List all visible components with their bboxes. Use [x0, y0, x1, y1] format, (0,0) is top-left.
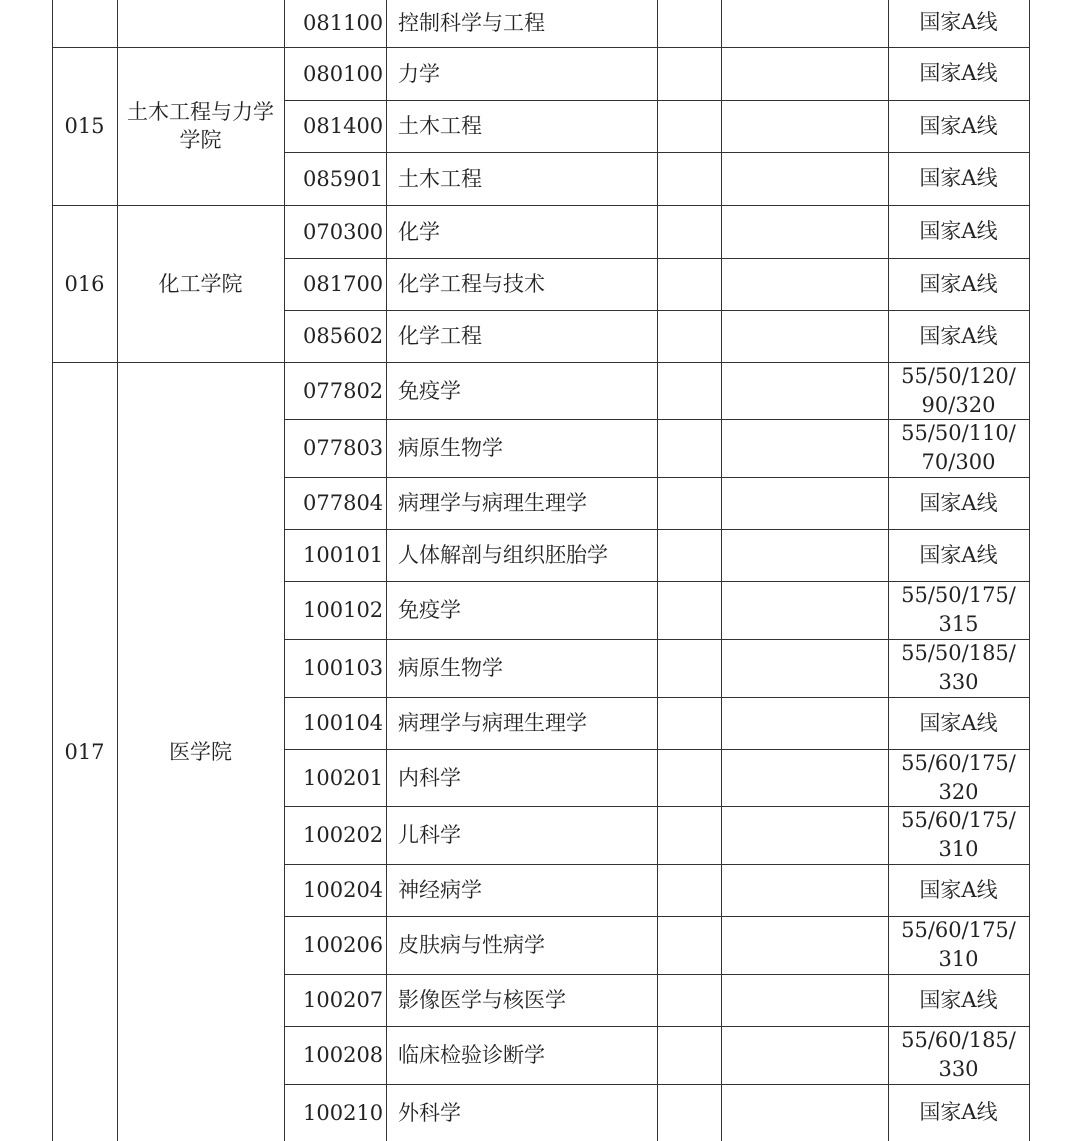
major-code: 100101	[303, 543, 384, 567]
score-line	[888, 529, 1029, 581]
empty-cell	[657, 362, 721, 419]
major-code: 077803	[303, 436, 384, 460]
empty-cell	[657, 310, 721, 362]
score-text: 55/60/175/	[901, 918, 1016, 942]
score-text: 55/50/185/	[901, 641, 1016, 665]
major-name: 病理学与病理生理学	[398, 711, 587, 735]
college-name: 医学院	[169, 739, 232, 764]
score-text: 330	[938, 670, 979, 694]
major-name: 免疫学	[398, 378, 461, 403]
empty-cell	[657, 581, 721, 639]
empty-cell	[657, 974, 721, 1026]
major-name: 化学工程与技术	[398, 272, 545, 296]
empty-cell	[721, 258, 888, 310]
empty-cell	[657, 152, 721, 205]
empty-cell	[721, 639, 888, 697]
score-line	[888, 419, 1029, 477]
major-name: 外科学	[398, 1100, 461, 1125]
empty-cell	[721, 362, 888, 419]
major-name: 人体解剖与组织胚胎学	[398, 543, 608, 567]
score-line	[888, 0, 1029, 47]
major-code: 100206	[303, 933, 384, 957]
major-name: 病理学与病理生理学	[398, 491, 587, 515]
empty-cell	[657, 258, 721, 310]
major-code: 077804	[303, 491, 384, 515]
empty-cell	[721, 806, 888, 864]
score-text: 90/320	[921, 392, 996, 417]
score-text: 70/300	[921, 450, 996, 474]
college-code: 015	[64, 114, 105, 138]
major-code: 070300	[303, 219, 384, 244]
empty-cell	[657, 0, 721, 47]
score-line	[888, 749, 1029, 806]
empty-cell	[657, 47, 721, 100]
score-text: 55/50/175/	[901, 583, 1016, 607]
score-text: 55/60/185/	[901, 1028, 1016, 1052]
empty-cell	[721, 974, 888, 1026]
score-line	[888, 152, 1029, 205]
score-text: 国家A线	[919, 490, 998, 515]
empty-cell	[721, 47, 888, 100]
empty-cell	[657, 477, 721, 529]
score-text: 310	[938, 837, 979, 861]
score-text: 320	[938, 779, 979, 804]
major-name: 神经病学	[398, 878, 482, 902]
empty-cell	[657, 419, 721, 477]
major-code: 080100	[303, 61, 384, 86]
major-code: 081700	[303, 272, 384, 296]
empty-cell	[721, 310, 888, 362]
score-line	[888, 806, 1029, 864]
empty-cell	[721, 152, 888, 205]
score-line	[888, 697, 1029, 749]
empty-cell	[721, 477, 888, 529]
major-name: 皮肤病与性病学	[398, 933, 545, 957]
score-line	[888, 916, 1029, 974]
major-code: 077802	[303, 378, 384, 403]
score-line	[888, 477, 1029, 529]
score-text: 55/50/110/	[901, 421, 1016, 445]
empty-cell	[657, 697, 721, 749]
empty-cell	[721, 916, 888, 974]
major-name: 内科学	[398, 765, 461, 790]
score-text: 国家A线	[919, 219, 998, 243]
score-text: 国家A线	[919, 61, 998, 85]
score-text: 55/60/175/	[901, 808, 1016, 832]
empty-cell	[721, 529, 888, 581]
empty-cell	[657, 864, 721, 916]
major-name: 土木工程	[398, 114, 482, 138]
score-line	[888, 1026, 1029, 1084]
score-line	[888, 974, 1029, 1026]
major-name: 临床检验诊断学	[398, 1043, 545, 1067]
score-line	[888, 310, 1029, 362]
empty-cell	[721, 697, 888, 749]
empty-cell	[657, 639, 721, 697]
major-code: 081400	[303, 114, 384, 138]
score-text: 330	[938, 1057, 979, 1081]
major-name: 影像医学与核医学	[398, 988, 566, 1012]
major-name: 化学工程	[398, 324, 482, 348]
major-name: 力学	[398, 61, 440, 86]
college-name: 土木工程与力学学院	[127, 100, 274, 152]
score-text: 55/60/175/	[901, 750, 1016, 775]
empty-cell	[657, 529, 721, 581]
major-code: 100207	[303, 988, 384, 1012]
score-text: 55/50/120/	[901, 363, 1016, 388]
empty-cell	[657, 806, 721, 864]
major-code: 100210	[303, 1100, 384, 1125]
empty-cell	[657, 1084, 721, 1141]
score-line	[888, 362, 1029, 419]
major-code: 085602	[303, 324, 384, 348]
empty-cell	[657, 100, 721, 152]
empty-cell	[721, 419, 888, 477]
empty-cell	[657, 749, 721, 806]
major-name: 病原生物学	[398, 656, 503, 680]
college-code: 017	[64, 739, 105, 764]
major-code: 081100	[303, 10, 384, 35]
score-line	[888, 205, 1029, 258]
score-line	[888, 639, 1029, 697]
empty-cell	[721, 864, 888, 916]
score-line	[888, 100, 1029, 152]
major-code: 100103	[303, 656, 384, 680]
empty-cell	[721, 1084, 888, 1141]
empty-cell	[657, 916, 721, 974]
major-code: 085901	[303, 166, 384, 191]
major-code: 100102	[303, 598, 384, 622]
score-line	[888, 581, 1029, 639]
score-line	[888, 1084, 1029, 1141]
college-name: 化工学院	[158, 271, 243, 296]
college-code	[52, 0, 117, 47]
empty-cell	[721, 0, 888, 47]
score-text: 国家A线	[919, 10, 998, 34]
score-line	[888, 864, 1029, 916]
empty-cell	[721, 205, 888, 258]
score-text: 国家A线	[919, 113, 998, 138]
major-name: 控制科学与工程	[398, 10, 545, 35]
major-name: 儿科学	[398, 823, 461, 847]
table-border	[1029, 0, 1030, 1141]
college-code: 016	[64, 271, 105, 296]
empty-cell	[721, 749, 888, 806]
major-code: 100202	[303, 823, 384, 847]
empty-cell	[657, 205, 721, 258]
major-code: 100208	[303, 1043, 384, 1067]
empty-cell	[721, 1026, 888, 1084]
score-text: 310	[938, 947, 979, 971]
major-name: 土木工程	[398, 166, 482, 191]
empty-cell	[721, 581, 888, 639]
major-code: 100204	[303, 878, 384, 902]
score-line	[888, 47, 1029, 100]
score-text: 国家A线	[919, 542, 998, 567]
major-name: 病原生物学	[398, 436, 503, 460]
score-text: 国家A线	[919, 1100, 998, 1124]
score-text: 国家A线	[919, 877, 998, 902]
major-code: 100104	[303, 711, 384, 735]
empty-cell	[657, 1026, 721, 1084]
major-code: 100201	[303, 765, 384, 790]
score-text: 国家A线	[919, 271, 998, 296]
score-text: 国家A线	[919, 323, 998, 348]
score-text: 国家A线	[919, 166, 998, 190]
score-text: 国家A线	[919, 710, 998, 735]
score-line	[888, 258, 1029, 310]
empty-cell	[721, 100, 888, 152]
major-name: 免疫学	[398, 598, 461, 622]
score-text: 315	[938, 612, 979, 636]
score-text: 国家A线	[919, 987, 998, 1012]
college-name	[117, 0, 284, 47]
major-name: 化学	[398, 219, 440, 244]
